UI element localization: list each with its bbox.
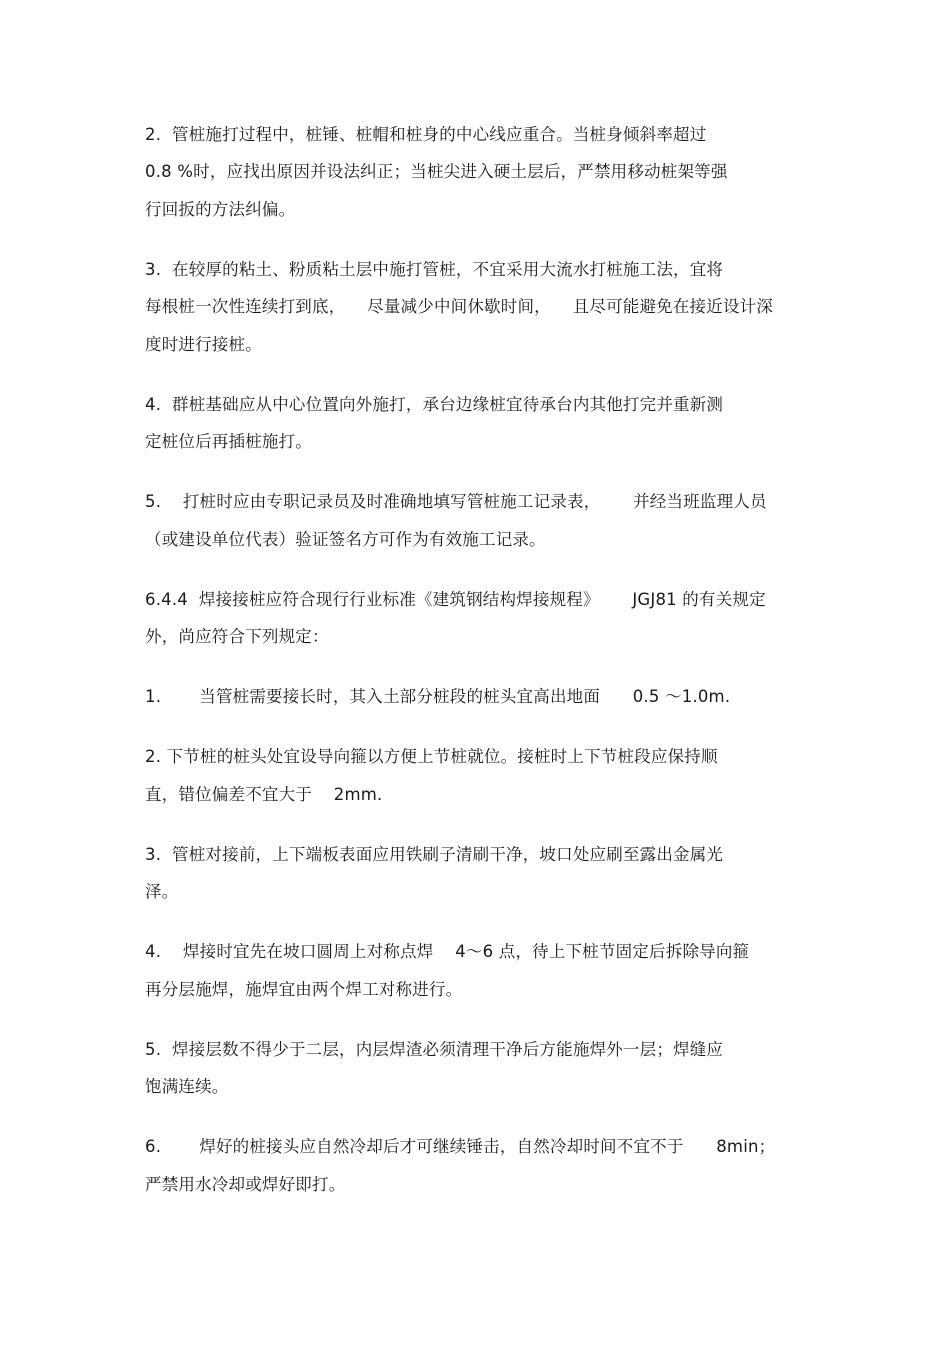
text-line: 直，错位偏差不宜大于 2mm. xyxy=(145,785,383,804)
text-line: 0.8 %时，应找出原因并设法纠正；当桩尖进入硬土层后，严禁用移动桩架等强 xyxy=(145,162,728,181)
text-line: 度时进行接桩。 xyxy=(145,335,262,354)
text-line: 5. 焊接层数不得少于二层，内层焊渣必须清理干净后方能施焊外一层；焊缝应 xyxy=(145,1040,724,1059)
text-line: 4. 群桩基础应从中心位置向外施打，承台边缘桩宜待承台内其他打完并重新测 xyxy=(145,395,724,414)
text-line: 外，尚应符合下列规定： xyxy=(145,627,329,646)
text-line: 1. 当管桩需要接长时，其入土部分桩段的桩头宜高出地面 0.5 ～1.0m. xyxy=(145,687,731,706)
text-line: 2. 管桩施打过程中，桩锤、桩帽和桩身的中心线应重合。当桩身倾斜率超过 xyxy=(145,125,707,144)
text-line: （或建设单位代表）验证签名方可作为有效施工记录。 xyxy=(145,530,546,549)
text-line: 6. 焊好的桩接头应自然冷却后才可继续锤击，自然冷却时间不宜不于 8min； xyxy=(145,1137,776,1156)
text-line: 3. 在较厚的粘土、粉质粘土层中施打管桩，不宜采用大流水打桩施工法，宜将 xyxy=(145,260,724,279)
text-line: 泽。 xyxy=(145,882,179,901)
text-line: 饱满连续。 xyxy=(145,1077,229,1096)
text-line: 再分层施焊，施焊宜由两个焊工对称进行。 xyxy=(145,980,463,999)
text-line: 4. 焊接时宜先在坡口圆周上对称点焊 4～6 点，待上下桩节固定后拆除导向箍 xyxy=(145,942,750,961)
text-line: 2. 下节桩的桩头处宜设导向箍以方便上节桩就位。接桩时上下节桩段应保持顺 xyxy=(145,747,718,766)
text-line: 5. 打桩时应由专职记录员及时准确地填写管桩施工记录表， 并经当班监理人员 xyxy=(145,492,767,511)
text-line: 每根桩一次性连续打到底， 尽量减少中间休歇时间， 且尽可能避免在接近设计深 xyxy=(145,297,774,316)
section-heading: 6.4.4 焊接接桩应符合现行行业标准《建筑钢结构焊接规程》 JGJ81 的有关规定 xyxy=(145,590,766,609)
text-line: 行回扳的方法纠偏。 xyxy=(145,200,296,219)
text-line: 定桩位后再插桩施打。 xyxy=(145,432,312,451)
text-line: 严禁用水冷却或焊好即打。 xyxy=(145,1175,346,1194)
text-line: 3. 管桩对接前，上下端板表面应用铁刷子清刷干净，坡口处应刷至露出金属光 xyxy=(145,845,724,864)
